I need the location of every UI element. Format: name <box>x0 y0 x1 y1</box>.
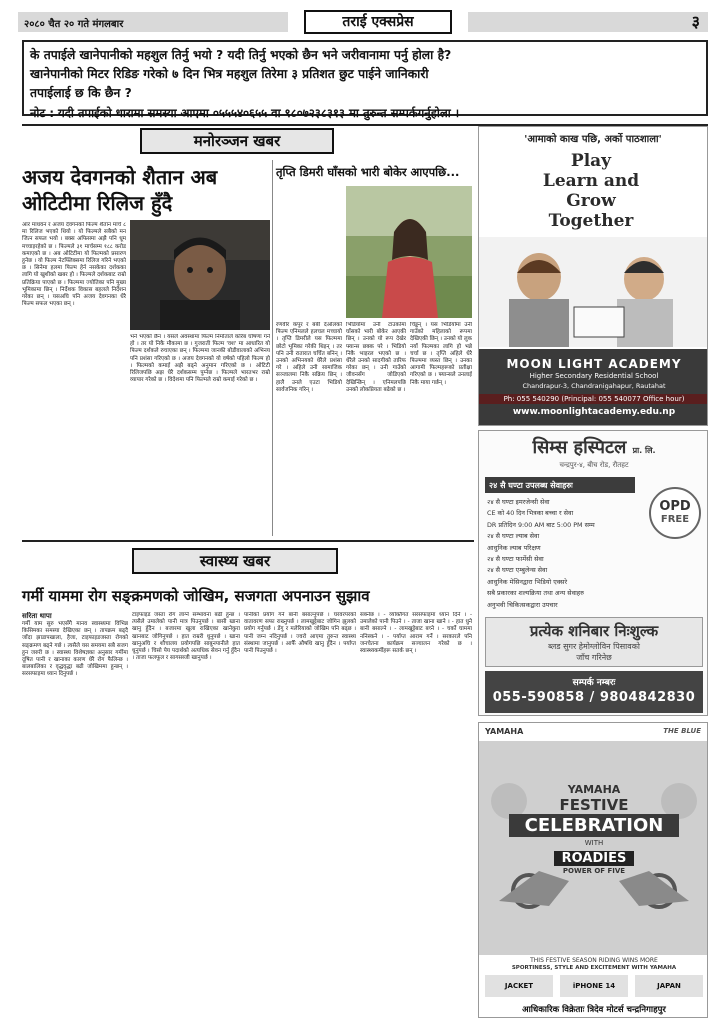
school-slogan: 'आमाको काख पछि, अर्को पाठशाला' <box>524 134 662 145</box>
issue-date: २०८० चैत २० गते मंगलबार <box>18 12 288 32</box>
yamaha-hero-panel <box>479 741 708 955</box>
service-item: २४ सै घण्टा ल्याब सेवा <box>487 532 540 541</box>
yamaha-dealer-footer: आधिकारिक विक्रेताः त्रिदेव मोटर्स चन्द्रनिगाहपुर <box>479 1001 708 1018</box>
story1-headline <box>22 164 270 216</box>
hospital-address: चन्द्रपुर-४, बीच रोड, रौतहट <box>559 461 629 469</box>
service-item: आधुनिक मेसिनद्वारा भिडियो एक्सरे <box>487 577 568 586</box>
story2-column-3: चिड्डन् । यस भिडियोमा उनी गाउँको महिलाको रूपमा देखिएकी छिन् । उनको यो लुक नयाँ फिल्मका लागि हो भन्ने चर्चा छ । तृप्ति अहिले धेरै फिल्ममा व्यस्त छिन् । उनका आगामी फिल्महरूको प्रतीक्षा गरिएको छ । फ्यान्सले उनलाई निकै माया गर्छन् । <box>410 322 472 386</box>
health-column-2: टाइफाइड जस्ता रोग लाग्ने सम्भावना बढी हुन्छ । त्यसैले उमालेको पानी मात्र पिउनुपर्छ । बासी खाना खानु हुँदैन । बजारमा खुला राखिएका खानेकुरा खानबाट जोगिनुपर्छ । हात राम्ररी धुनुपर्छ । खाना खानुअघि र शौचालय प्रयोगपछि साबुनपानीले हात धुनुपर्छ । चिसो पेय पदार्थको अत्यधिक सेवन गर्नु हुँदैन । ताजा फलफूल र सागसब्जी खानुपर्छ । <box>132 612 240 662</box>
school-headline-line1: Play <box>570 151 612 171</box>
school-website: www.moonlightacademy.edu.np <box>512 407 676 417</box>
opd-label: OPD <box>659 499 691 514</box>
school-tagline: Higher Secondary Residential School <box>529 372 659 380</box>
tripti-dimri-photo <box>346 186 472 318</box>
hospital-suffix: प्रा. लि. <box>632 446 656 455</box>
yamaha-prizes <box>485 975 703 997</box>
service-item: सबै प्रकारका शल्यक्रिया तथा अन्य सेवाहरु <box>487 589 584 598</box>
yamaha-with: WITH <box>584 839 604 847</box>
yamaha-festive-ad <box>478 722 708 1018</box>
health-headline: गर्मी याममा रोग सङ्क्रमणको जोखिम, सजगता अपनाउन सुझाव <box>22 587 370 605</box>
page-header <box>18 8 708 36</box>
hospital-contact-box <box>485 671 703 713</box>
school-headline-line4: Together <box>548 211 634 231</box>
prize-iphone: iPHONE 14 <box>560 975 628 997</box>
free-checkup-subtitle: ब्लड सुगर हेमोग्लोविन पिसावको <box>548 642 640 651</box>
hospital-name: सिम्स हस्पिटल <box>532 437 627 458</box>
story2-headline: तृप्ति डिमरी घाँसको भारी बोकेर आएपछि... <box>276 165 460 179</box>
hospital-services-list <box>487 497 701 611</box>
school-name: MOON LIGHT ACADEMY <box>506 357 682 371</box>
free-checkup-box <box>485 617 703 667</box>
yamaha-tagline: THIS FESTIVE SEASON RIDING WINS MORE <box>530 957 658 964</box>
notice-line-2: खानेपानीको मिटर रिडिङ गरेको ७ दिन भित्र महशुल तिरेमा ३ प्रतिशत छुट पाईने जानिकारी <box>30 67 429 81</box>
school-headline <box>531 151 651 231</box>
the-blue-tag: THE BLUE <box>663 727 701 735</box>
opd-free-label: FREE <box>660 514 690 525</box>
story2-column-1: रणवीर कपुर र बबी देओलको फिल्म एनिमलले हलचल मच्चायो । तृप्ति डिमरीले यस फिल्ममा छोटो भूमिका गरेकी थिइन् । तर पनि उनी रातारात चर्चित बनिन् । उनको अभिनयको धेरैले प्रशंसा गरे । अहिले उनी सामाजिक सञ्जालमा निकै सक्रिय छिन् । हालै उनले एउटा भिडियो सार्वजनिक गरिन् । <box>276 322 342 393</box>
sims-hospital-ad <box>478 430 708 716</box>
school-info-panel <box>479 349 708 425</box>
service-item: २४ सै घण्टा फार्मेसी सेवा <box>487 555 544 564</box>
story1-column-2: भने भएको छैन । यसले अवस्थामा फिल्म निर्माताले करिब घोषणा गर्ने हो । तर यो निकै मौकामा छ । गुजराती फिल्म 'वश' मा आधारित यो फिल्म दर्शकले रुचाएका छन् । फिल्ममा जानकी बोडीवालाको अभिनय पनि प्रशंसा गरिएको छ । अजय देवगनको यो वर्षको पहिलो फिल्म हो । फिल्मको कमाई अझै बढ्ने अनुमान गरिएको छ । ओटिटी रिलिजपछि अझ धेरै दर्शकसम्म पुग्नेछ । फिल्मले भारतभर राम्रो व्यापार गरेको छ । विदेशमा पनि फिल्मले राम्रो कमाई गरेको छ । <box>130 334 270 384</box>
health-section-title: स्वास्थ्य खबर <box>132 548 338 574</box>
story1-column-1: आर माधवन र अजय देवगनको फिल्म शैतान मार्च ८ मा रिलिज भएको थियो । यो फिल्मले सबैको मन जित्न सफल भयो । बक्स अफिसमा अझै पनि धूम मच्चाइरहेको छ । फिल्मले ३१ मार्चसम्म १८८ करोड कमाएको छ । अब ओटिटीमा यो फिल्मको प्रसारण हुनेछ । यो फिल्म नेटफ्लिक्समा रिलिज गरिने भएको छ । सिनेमा हलमा फिल्म हेर्न नसकेका दर्शकका लागि यो खुशीको खबर हो । फिल्मले दर्शकबाट राम्रो प्रतिक्रिया पाएको छ । फिल्ममा ज्योतिका पनि मुख्य भूमिकामा छिन् । निर्देशक विकास बहलले निर्देशन गरेका छन् । यसअघि पनि अजय देवगनका धेरै फिल्म सफल भएका छन् । <box>22 222 126 308</box>
health-column-4: सक्नेछ । - व्यक्तिगत सरसफाइमा ध्यान दिने । - उमालेको पानी पिउने । - ताजा खाना खाने । - हात धुने बानी बसाल्ने । - लामखुट्टेबाट बच्ने । - चर्को घाममा ननिस्कने । - पर्याप्त आराम गर्ने । सरकारले पनि जनचेतना कार्यक्रम सञ्चालन गरेको छ । स्वास्थ्यकर्मीहरू सतर्क छन् । <box>360 612 472 655</box>
school-headline-line2: Learn and <box>542 171 640 191</box>
notice-contact-note: नोट : यदी तपाईको धारामा समस्या आएमा ०५५५४०६५५ वा ९८०७२३८३१३ मा तुरुन्त सम्पर्कगर्नुहोला । <box>30 106 460 120</box>
story2-column-2: भिडियोमा उनी टाउकोमा घाँसको भारी बोकेर आएकी छिन् । उनको यो रूप देखेर फ्यान्स छक्क परे । भिडियो निकै भाइरल भएको छ । धेरैले उनको सादगीको तारिफ गरेका छन् । उनी गाउँको जीवनसँग जोडिएको देखिन्छिन् । एनिमलपछि उनको लोकप्रियता बढेको छ । <box>346 322 406 393</box>
service-item: अनुभवी चिकित्सकद्वारा उपचार <box>487 600 558 609</box>
water-bill-notice <box>22 40 708 120</box>
school-address: Chandrapur-3, Chandranigahapur, Rautahat <box>522 382 666 390</box>
hospital-services-banner: २४ सै घण्टा उपलब्ध सेवाहरुः <box>485 477 635 493</box>
column-rule <box>272 160 273 536</box>
service-item: CE को 40 दिन भित्रका बच्चा र सेवा <box>487 509 574 518</box>
yamaha-power-of-five: POWER OF FIVE <box>562 867 626 875</box>
service-item: आधुनिक ल्याब परिक्षण <box>487 543 541 552</box>
divider <box>22 540 474 542</box>
story1-headline-line2: ओटिटीमा रिलिज हुँदै <box>22 191 173 215</box>
prize-japan: JAPAN <box>635 975 703 997</box>
yamaha-title-festive: FESTIVE <box>559 796 629 814</box>
moonlight-academy-ad <box>478 126 708 426</box>
school-headline-line3: Grow <box>566 191 616 211</box>
health-byline: सरिता थापा <box>22 612 52 620</box>
yamaha-title-brand: YAMAHA <box>567 783 621 796</box>
yamaha-roadies: ROADIES <box>554 851 635 866</box>
hospital-contact-label: सम्पर्क नम्बरः <box>572 678 616 688</box>
yamaha-brand-logo: YAMAHA <box>485 727 524 736</box>
yamaha-title-celebration: CELEBRATION <box>509 814 679 837</box>
service-item: २४ सै घण्टा इमरजेन्सी सेवा <box>487 498 550 506</box>
yamaha-title-block <box>479 783 708 875</box>
notice-line-3: तपाईलाई छ कि छैन ? <box>30 86 132 100</box>
notice-line-1: के तपाईले खानेपानीको महशुल तिर्नु भयो ? यदी तिर्नु भएको छैन भने जरीवानामा पर्नु होला है? <box>30 48 452 62</box>
school-phone: Ph: 055 540290 (Principal: 055 540077 Office hour) <box>479 394 708 404</box>
health-column-1 <box>22 612 128 1016</box>
free-checkup-title: प्रत्येक शनिबार निःशुल्क <box>529 622 659 640</box>
health-column-3: पानीको प्रयोग गर्ने बानी बसाल्नुपर्छ । घरवरपरको वातावरण सफा राख्नुपर्छ । लामखुट्टेबाट जोगिन झुलको प्रयोग गर्नुपर्छ । डेंगु र मलेरियाको जोखिम पनि बढ्छ । पानी जम्न नदिनुपर्छ । ज्वरो आएमा तुरुन्त स्वास्थ्य संस्थामा जानुपर्छ । आफैँ औषधि खानु हुँदैन । पर्याप्त पानी पिउनुपर्छ । <box>244 612 356 655</box>
service-item: DR प्रतिदिन 9:00 AM बाट 5:00 PM सम्म <box>487 520 595 529</box>
paper-name: तराई एक्सप्रेस <box>304 10 452 34</box>
hospital-name-row <box>479 435 708 459</box>
children-reading-illustration <box>479 237 708 347</box>
story1-headline-line1: अजय देवगनको शैतान अब <box>22 165 218 189</box>
ajay-devgan-photo <box>130 220 270 330</box>
yamaha-tagline-2: SPORTINESS, STYLE AND EXCITEMENT WITH YAMAHA <box>511 965 677 971</box>
page-number: ३ <box>468 12 708 32</box>
service-item: २४ सै घण्टा एम्बुलेन्स सेवा <box>487 566 548 575</box>
free-checkup-subtitle-2: जाँच गरिनेछ <box>576 653 612 662</box>
hospital-contact-numbers: 055-590858 / 9804842830 <box>492 690 696 705</box>
prize-jacket: JACKET <box>485 975 553 997</box>
health-column-1-text: गर्मी याम सुरु भएसँगै मानव स्वास्थ्यमा विभिन्न किसिमका समस्या देखिएका छन् । तापक्रम बढ्दै जाँदा झाडापखाला, हैजा, टाइफाइडजस्ता रोगको सङ्क्रमण बढ्ने गर्छ । त्यसैले यस समयमा सबै सजग हुन जरुरी छ । स्वास्थ्य विशेषज्ञका अनुसार गर्मीमा दूषित पानी र खानाका कारण धेरै रोग फैलिन्छ । बालबालिका र वृद्धवृद्धा बढी जोखिममा हुन्छन् । सरसफाइमा ध्यान दिनुपर्छ । <box>22 621 128 678</box>
entertainment-section-title: मनोरञ्जन खबर <box>140 128 334 154</box>
